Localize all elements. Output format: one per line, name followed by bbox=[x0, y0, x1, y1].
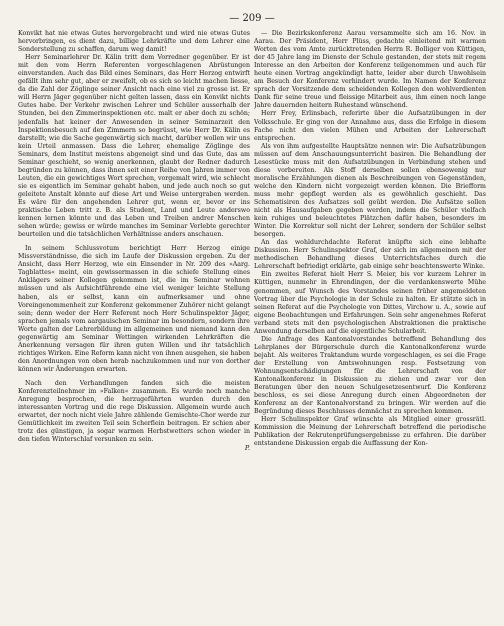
right-paragraph-1: — Die Bezirkskonferenz Aarau versammelte sich am 16. Nov. in Aarau. Der Präsident, Herr Plüss, gedachte einleitend mit warmen Worten des vom Amte zurücktretenden Herrn R. Bolliger von Küttigen, der 45 Jahre lang im Dienste der Schule gestanden, der stets mit regem Interesse an den Arbeiten der Konferenz teilgenommen und auch für heute einen Vortrag angekündigt hatte, leider aber durch Unwohlsein am Besuch der Konferenz verhindert wurde. Im Namen der Konferenz sprach der Vorsitzende dem scheidenden Kollegen den wohlverdienten Dank für seine treue und fleissige Mitarbeit aus, ihm einen noch lange Jahre dauernden heitern Ruhestand wünschend. bbox=[254, 30, 486, 110]
left-paragraph-1: Konvikt hat nie etwas Gutes hervorgebracht und wird nie etwas Gutes hervorbringen, es dient dazu, billige Lehrkräfte und dem Lehrer eine Sonderstellung zu schaffen, darum weg damit! bbox=[18, 30, 250, 54]
left-paragraph-3: In seinem Schlussvotum berichtigt Herr Herzog einige Missverständnisse, die sich im Laufe der Diskussion ergeben. Zu der Ansicht, dass Herr Herzog, wie ein Einsender in Nr. 209 des »Aarg. Tagblattes« meint, ein gewissermassen in die schiefe Stellung eines Anklägers seiner Kollegen gekommen ist, die im Seminar wohnen müssen und als Aufsichtführende eine viel weniger leichte Stellung haben, als er selbst, kann ein aufmerksamer und ohne Voreingenommenheit zur Konferenz gekommener Zuhörer nicht gelangt sein; denn weder der Herr Referent noch Herr Schulinspektor Jäger, sprachen jemals vom aargauischen Seminar im besondern, sondern ihre Worte galten der Lehrerbildung im allgemeinen und niemand kann den gegenwärtig am Seminar Wettingen wirkenden Lehrkräften die Anerkennung versagen für ihren guten Willen und ihr tatsächlich richtiges Wirken. Eine Reform kann nicht von ihnen ausgehen, sie haben den Anordnungen von oben herab nachzukommen und nur von dorther können wir Änderungen erwarten. bbox=[18, 245, 250, 373]
right-paragraph-2: Herr Frey, Erlinsbach, referirte über die Aufsatzübungen in der Volksschule. Er ging von der Annahme aus, dass die Erfolge in diesem Fache nicht den vielen Mühen und Arbeiten der Lehrerschaft entsprechen. bbox=[254, 110, 486, 142]
left-column bbox=[18, 30, 250, 622]
page-number: — 209 — bbox=[229, 13, 275, 24]
left-paragraph-2: Herr Seminarlehrer Dr. Kälin tritt dem Vorredner gegenüber. Er ist mit den vom Herrn Referenten vorgeschlagenen Abrüstungen einverstanden. Auch das Bild eines Seminars, das Herr Herzog entwirft gefällt ihm sehr gut, aber er zweifelt, ob es sich so leicht machen liesse, da die Zahl der Zöglinge seiner Ansicht nach eine viel zu grosse ist. Er will Herrn Jäger gegenüber nicht gelten lassen, dass ein Konvikt nichts Gutes habe. Der Verkehr zwischen Lehrer und Schüler ausserhalb der Stunden, bei den Zimmerinspektionen etc. malt er aber doch zu schön; jedenfalls hat keiner der Anwesenden in seiner Seminarzeit den Inspektionsbesuch auf den Zimmern so begrüsst, wie Herr Dr. Kälin es darstellt; wie die Sache gegenwärtig sich macht, darüber wollen wir uns kein Urteil anmassen. Dass die Lehrer, ehemalige Zöglinge des Seminars, dem Institut meistens abgeneigt sind und das Gute, das am Seminar geschieht, so wenig anerkennen, glaubt der Redner dadurch begründen zu können, dass ihnen seit einer Reihe von Jahren immer von Leuten, die ein gewichtiges Wort sprechen, vorgemalt wird, wie schlecht sie es eigentlich im Seminar gehabt haben, und jede auch noch so gut geleitete Anstalt könnte auf diese Art und Weise untergraben werden. Es wäre für den angehenden Lehrer gut, wenn er, bevor er ins praktische Leben tritt z. B. als Student, Land und Leute anderswo kennen lernen könnte und das Leben und Treiben andrer Menschen sehen würde; gewiss er würde manches im Seminar Verlebte gerechter beurteilen und die tatsächlichen Verhältnisse anders anschauen. bbox=[18, 54, 250, 239]
text-columns bbox=[18, 30, 486, 622]
left-paragraph-4: Nach den Verhandlungen fanden sich die meisten Konferenzteilnehmer im »Falken« zusammen. Es wurde noch manche Anregung besprochen, die herzugeführten wurden durch den interessanten Vortrag und die rege Diskussion. Allgemein wurde auch erwartet, der noch nicht viele Jahre zählende Gemischte-Chor werde zur Gemütlichkeit im zweiten Teil sein Scherflein beitragen. Er schien aber trotz des günstigen, ja sogar warmen Herbstwetters schon wieder in den tiefen Winterschlaf versunken zu sein. bbox=[18, 379, 250, 444]
right-paragraph-6: Die Anfrage des Kantonalvorstandes betreffend Behandlung des Lehrplanes der Bürgerschule durch die Kantonalkonferenz wurde bejaht. Als weiteres Traktandum wurde vorgeschlagen, es sei die Frage der Erstellung von Amtswohnungen resp. Festsetzung von Wohnungsentschädigungen für die Lehrerschaft von der Kantonalkonferenz in Diskussion zu ziehen und zwar vor den Beratungen über den neuen Schulgesetzesentwurf. Die Konferenz beschloss, es sei diese Anregung durch einen Abgeordneten der Konferenz an der Kantonalvorstand zu bringen. Wir werden auf die Begründung dieses Beschlusses demnächst zu sprechen kommen. bbox=[254, 335, 486, 416]
right-paragraph-3: Als von ihm aufgestellte Hauptsätze nennen wir: Die Aufsatzübungen müssen auf dem Anschauungsunterricht basiren. Die Behandlung der Lesestücke muss mit den Aufsatzübungen in Verbindung stehen und diese vorbereiten. Als Stoff derselben sollen ebensowenig nur moralische Erzählungen dienen als Beschreibungen von Gegenständen, welche den Kindern nicht vorgezeigt werden können. Die Briefform muss mehr gepflegt werden als es gewöhnlich geschieht. Das Schematisiren des Aufsatzes soll geübt werden. Die Aufsätze sollen nicht als Hausaufgaben gegeben werden, indem die Schüler vielfach kein ruhiges und beleuchtetes Plätzchen dafür haben, besonders im Winter. Die Korrektur soll nicht der Lehrer, sondern der Schüler selbst besorgen. bbox=[254, 142, 486, 239]
right-paragraph-7: Herr Schulinspektor Graf wünschte als Mitglied einer grossrätl. Kommission die Meinung der Lehrerschaft betreffend die periodische Publikation der Rekrutenprüfungsergebnisse zu erfahren. Die darüber entstandene Diskussion ergab die Auffassung der Kon- bbox=[254, 416, 486, 448]
signature: P. bbox=[244, 444, 250, 453]
right-column bbox=[254, 30, 486, 622]
right-paragraph-4: An das wohldurchdachte Referat knüpfte sich eine lebhafte Diskussion. Herr Schulinspektor Graf, der sich im allgemeinen mit der methodischen Behandlung dieses Unterrichtsfaches durch die Lehrerschaft befriedigt erklärte, gab einige sehr beachtenswerte Winke. bbox=[254, 239, 486, 271]
right-paragraph-5: Ein zweites Referat hielt Herr S. Meier, bis vor kurzem Lehrer in Küttigen, nunmehr in Ehrendingen, der die verdankenswerte Mühe genommen, auf Wunsch des Vorstandes seinen früher angemeldeten Vortrag über die Psychologie in der Schule zu halten. Er stützte sich in seinen Referat auf die Psychologie von Dittes, Virchow u. A., sowie auf eigene Beobachtungen und Erfahrungen. Sein sehr angenehmes Referat verband stets mit den psychologischen Abstraktionen die praktische Anwendung derselben auf die eigentliche Schularbeit. bbox=[254, 271, 486, 335]
